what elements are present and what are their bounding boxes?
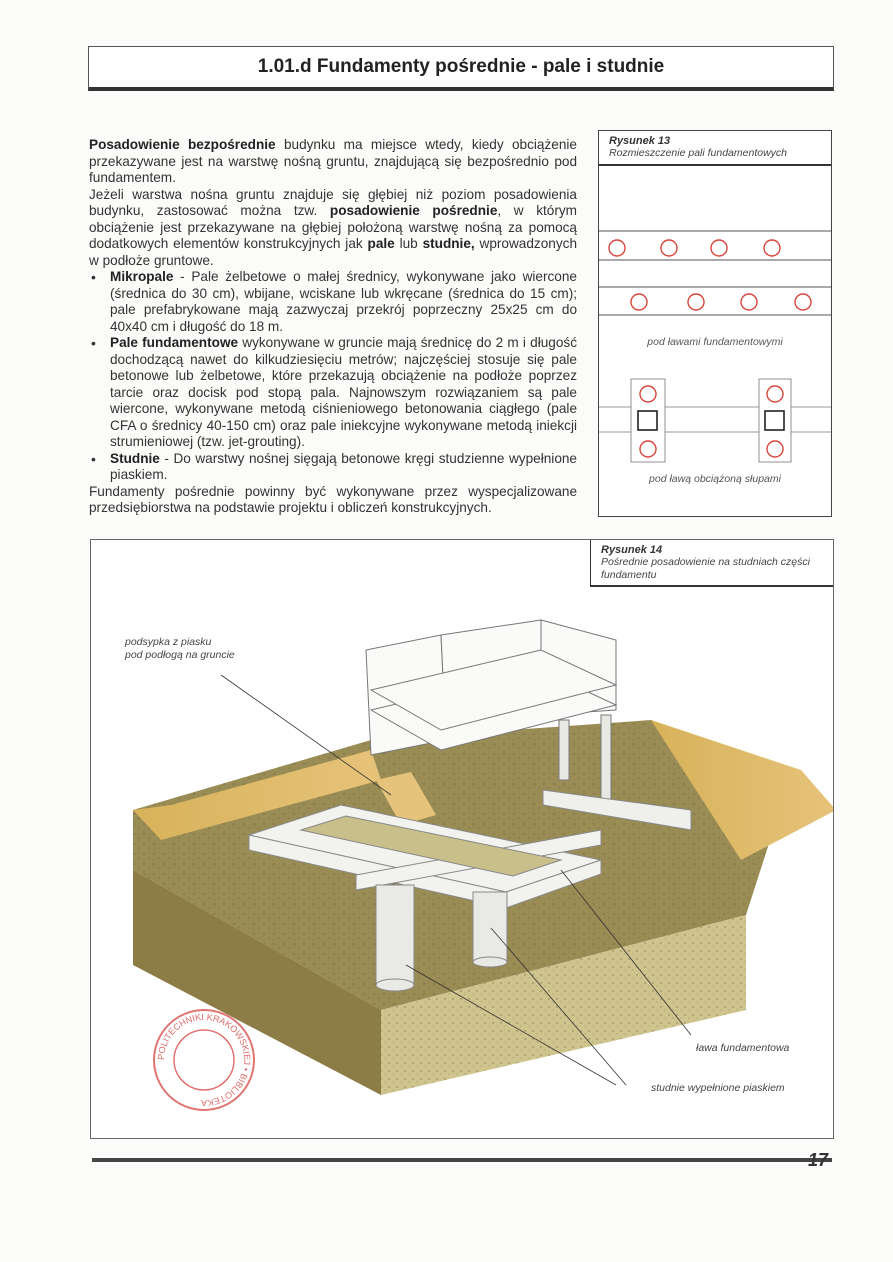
column-footing <box>599 379 831 462</box>
text-span: lub <box>394 236 423 251</box>
term-wells: studnie, <box>422 236 475 251</box>
annotation-sand-bedding <box>125 636 235 661</box>
item-term: Mikropale <box>110 269 174 284</box>
annotation-footing: ława fundamentowa <box>696 1042 790 1054</box>
text-span: wprowadzonych w podłoże gruntowe. <box>89 236 577 268</box>
column-squares <box>638 411 784 430</box>
library-stamp <box>149 1005 259 1115</box>
main-text <box>89 137 577 517</box>
text-span: , w którym obciążenie jest przekazywane na głębiej położoną warstwę nośną za pomocą dodatkowych elementów konstrukcyjnych jak <box>89 203 577 251</box>
annotation-line: podsypka z piasku <box>125 636 212 648</box>
label-under-footings: pod ławami fundamentowymi <box>647 336 783 348</box>
item-text: - Do warstwy nośnej sięgają betonowe kręgi studzienne wypełnione piaskiem. <box>110 450 577 482</box>
list-item <box>110 269 577 335</box>
foundation-types-list <box>89 269 577 484</box>
figure-13 <box>598 130 832 517</box>
text-span: Jeżeli warstwa nośna gruntu znajduje się głębiej niż poziom posadowienia budynku, zastosować można tzw. <box>89 186 577 218</box>
svg-text:POLITECHNIKI KRAKOWSKIEJ • BIB <box>156 1012 252 1108</box>
term-direct: Posadowienie bezpośrednie <box>89 137 276 152</box>
label-under-column-footing: pod ławą obciążoną słupami <box>649 473 781 485</box>
annotation-wells: studnie wypełnione piaskiem <box>651 1082 785 1094</box>
page-number: 17 <box>808 1150 829 1170</box>
figure-number: Rysunek 13 <box>609 135 671 147</box>
stamp-text: POLITECHNIKI KRAKOWSKIEJ • BIBLIOTEKA <box>155 1011 253 1109</box>
paragraph-indirect-foundation <box>89 187 577 270</box>
figure-14 <box>90 539 834 1139</box>
list-item <box>110 451 577 484</box>
item-term: Pale fundamentowe <box>110 335 239 350</box>
footer-rule <box>92 1158 832 1162</box>
figure-caption: Rozmieszczenie pali fundamentowych <box>609 147 788 159</box>
text-span: budynku ma miejsce wtedy, kiedy obciążenie przekazywane jest na warstwę nośną gruntu, znajdującą się bezpośrednio pod fundamentem. <box>89 137 577 185</box>
pile-layout-diagram <box>599 131 831 516</box>
paragraph-closing: Fundamenty pośrednie powinny być wykonywane przez wyspecjalizowane przedsiębiorstwa na podstawie projektu i obliczeń konstrukcyjnych. <box>89 483 577 515</box>
item-term: Studnie <box>110 450 160 466</box>
pile-circles-row-1 <box>609 240 780 256</box>
figure-caption: Pośrednie posadowienie na studniach części fundamentu <box>601 556 810 581</box>
pile-circles-row-2 <box>631 294 811 310</box>
page-title: 1.01.d Fundamenty pośrednie - pale i studnie <box>257 56 665 77</box>
term-piles: pale <box>367 236 395 251</box>
pile-circles-columns <box>640 386 783 457</box>
figure-14-caption <box>590 540 833 587</box>
term-indirect: posadowienie pośrednie <box>329 203 498 218</box>
page-header <box>88 46 834 91</box>
item-text: - Pale żelbetowe o małej średnicy, wykonywane jako wiercone (średnica do 30 cm), wbijane, wciskane lub wkręcane (średnica do 15 cm); pale prefabrykowane mają zazwyczaj przekrój poprzeczny 25x25 cm do 40x40 cm i długość do 18 m. <box>110 269 577 334</box>
annotation-line: pod podłogą na gruncie <box>125 648 235 661</box>
item-text: wykonywane w gruncie mają średnicę do 2 m i długość dochodzącą nawet do kilkudziesięciu metrów; najczęściej stosuje się pale betonowe lub żelbetowe, które przekazują obciążenie na podłoże poprzez tarcie oraz docisk pod stopą pala. Najnowszym rozwiązaniem są pale wiercone, wykonywane metodą ciśnieniowego betonowania ciągłego (pale CFA o średnicy 40-150 cm) oraz pale iniekcyjne wykonywane metodą iniekcji strumieniowej (tzw. jet-grouting). <box>110 335 577 449</box>
paragraph-direct-foundation <box>89 137 577 187</box>
list-item <box>110 335 577 451</box>
figure-number: Rysunek 14 <box>601 544 663 556</box>
